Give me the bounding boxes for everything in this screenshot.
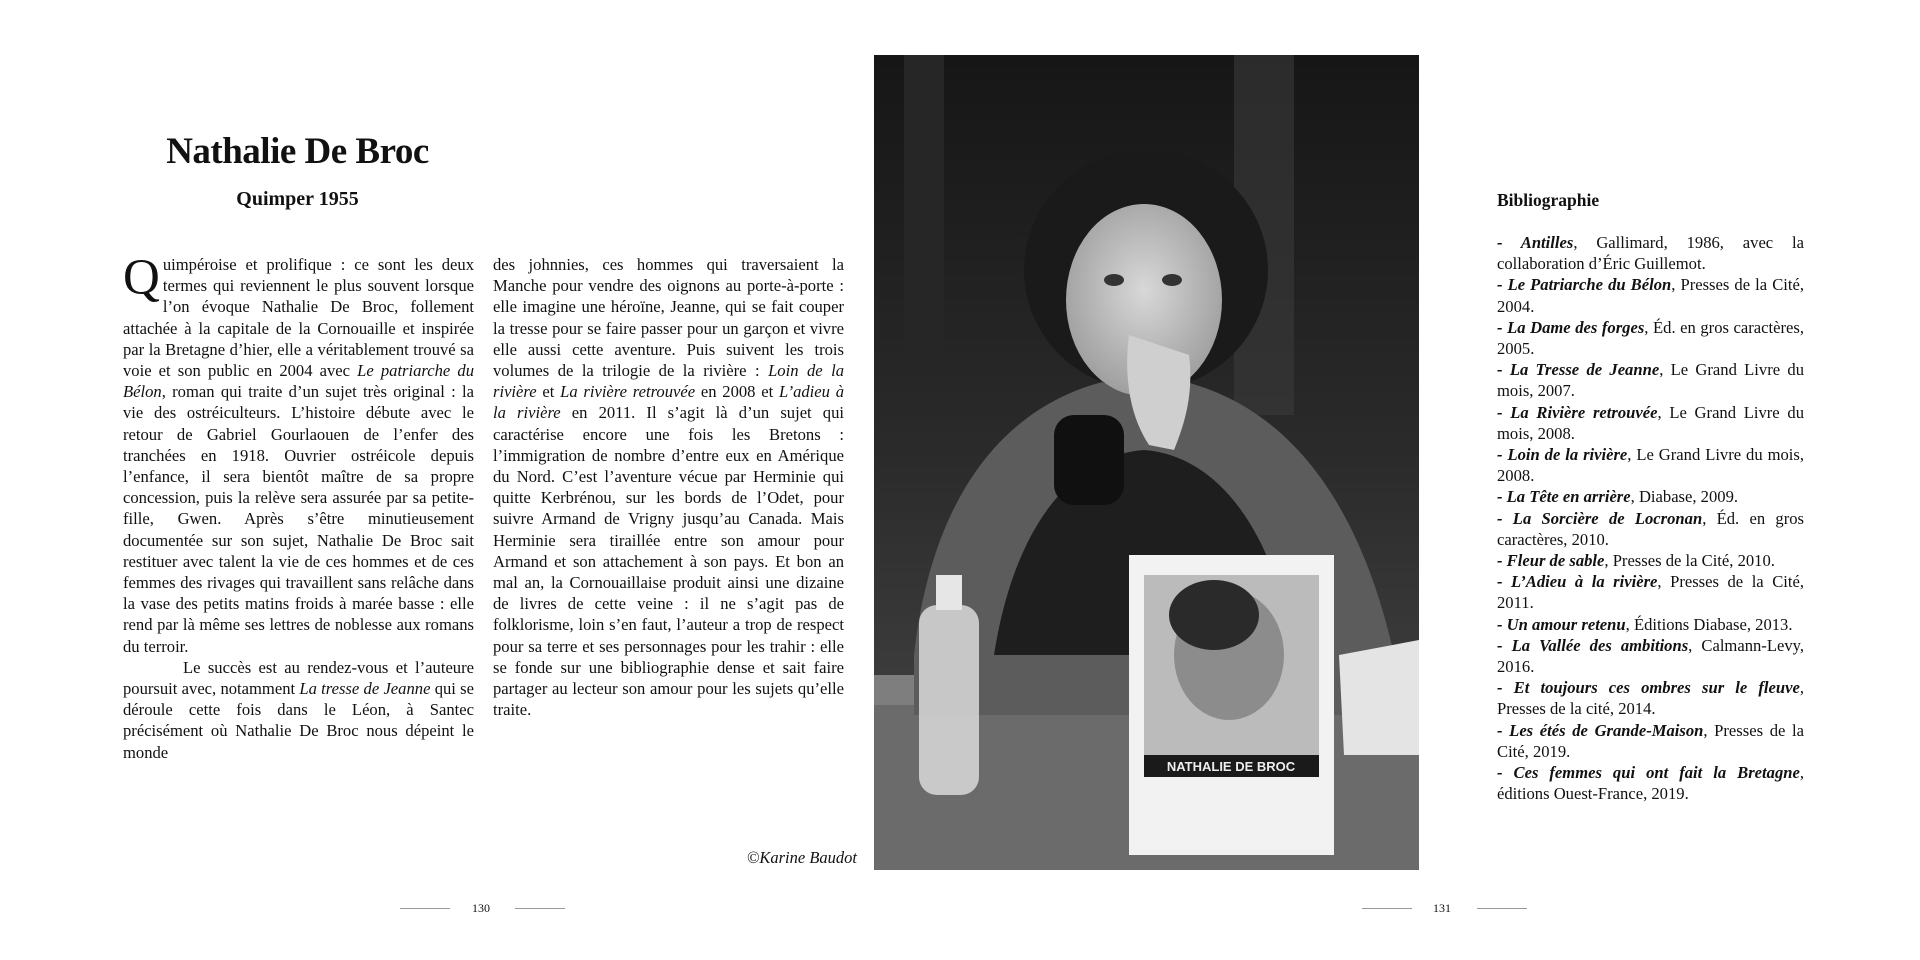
bibliography-entry bbox=[1497, 402, 1804, 444]
author-name-title: Nathalie De Broc bbox=[166, 131, 429, 172]
page-number-left: 130 bbox=[472, 901, 490, 915]
bibliography-heading: Bibliographie bbox=[1497, 190, 1600, 210]
book-title: - Et toujours ces ombres sur le fleuve bbox=[1497, 678, 1800, 698]
article-paragraph bbox=[123, 250, 474, 657]
article-paragraph: Le succès est au rendez-vous et l’auteure poursuit avec, notamment La tresse de Jeanne qui se déroule cette fois dans le Léon, à Santec précisément où Nathalie De Broc nous dépeint le monde bbox=[123, 657, 474, 762]
book-details: , Le Grand Livre du mois, 2008. bbox=[1497, 402, 1804, 443]
book-details: , Calmann-Levy, 2016. bbox=[1497, 635, 1804, 677]
bibliography-entry bbox=[1497, 359, 1804, 401]
footer-rule bbox=[515, 908, 565, 909]
book-title: - Fleur de sable bbox=[1497, 551, 1605, 571]
bibliography-entry bbox=[1497, 677, 1804, 719]
book-title: - Loin de la rivière bbox=[1497, 445, 1628, 465]
book-title: - La Tresse de Jeanne bbox=[1497, 360, 1660, 380]
bibliography-entry bbox=[1497, 550, 1804, 571]
book-title: - Antilles bbox=[1497, 233, 1574, 252]
footer-rule bbox=[1477, 908, 1527, 909]
page-number-right: 131 bbox=[1433, 901, 1451, 915]
bibliography-entry bbox=[1497, 444, 1804, 486]
book-title: - L’Adieu à la rivière bbox=[1497, 572, 1658, 592]
bibliography-entry bbox=[1497, 274, 1804, 316]
bibliography-entry bbox=[1497, 317, 1804, 359]
drop-cap: Q bbox=[123, 250, 160, 306]
book-details: , Éditions Diabase, 2013. bbox=[1625, 614, 1793, 634]
paragraph-text: uimpéroise et prolifique : ce sont les deux termes qui reviennent le plus souvent lorsque l’on évoque Nathalie De Broc, follement attachée à la capitale de la Cornouaille et inspirée par la Bretagne d’hier, elle a véritablement trouvé sa voie et son public en 2004 avec Le patriarche du Bélon, roman qui traite d’un sujet très original : la vie des ostréiculteurs. L’histoire débute avec le retour de Gabriel Gourlaouen de l’enfer des tranchées en 1918. Ouvrier ostréicole depuis l’enfance, il sera bientôt maître de sa propre concession, puis la relève sera assurée par sa petite-fille, Gwen. Après s’être minutieusement documentée sur son sujet, Nathalie De Broc sait restituer avec talent la vie de ces hommes et de ces femmes des rivages qui travaillent sans relâche dans la vase des petits matins froids à marée basse : elle rend par là même ses lettres de noblesse aux romans du terroir. bbox=[123, 255, 474, 656]
placard-name-label: NATHALIE DE BROC bbox=[1166, 759, 1296, 774]
book-title: - La Vallée des ambitions bbox=[1497, 635, 1689, 655]
article-column-1 bbox=[123, 250, 474, 763]
book-title: - La Dame des forges bbox=[1497, 317, 1645, 337]
book-details: , Gallimard, 1986, avec la collaboration d’Éric Guillemot. bbox=[1497, 233, 1804, 274]
book-title: - Les étés de Grande-Maison bbox=[1497, 720, 1704, 740]
book-details: , Presses de la Cité, 2011. bbox=[1497, 572, 1805, 613]
bibliography-entry bbox=[1497, 614, 1804, 635]
book-details: , Le Grand Livre du mois, 2007. bbox=[1497, 360, 1804, 401]
book-title: - La Tête en arrière bbox=[1497, 487, 1631, 507]
book-title: - Le Patriarche du Bélon bbox=[1497, 275, 1672, 295]
article-column-2 bbox=[493, 254, 844, 720]
author-origin-subtitle: Quimper 1955 bbox=[236, 188, 359, 210]
portrait-illustration bbox=[874, 55, 1419, 870]
article-paragraph: des johnnies, ces hommes qui traversaient la Manche pour vendre des oignons au porte-à-porte : elle imagine une héroïne, Jeanne, qui se fait couper la tresse pour se faire passer pour un garçon et vivre elle aussi cette aventure. Puis suivent les trois volumes de la trilogie de la rivière : Loin de la rivière et La rivière retrouvée en 2008 et L’adieu à la rivière en 2011. Il s’agit là d’un sujet qui caractérise encore une fois les Bretons : l’immigration de nombre d’entre eux en Amérique du Nord. C’est l’aventure vécue par Herminie qui quitte Kerbrénou, sur les bords de l’Odet, pour suivre Armand de Vrigny jusqu’au Canada. Mais Herminie sera tiraillée entre son amour pour Armand et son attachement à son pays. Et bon an mal an, la Cornouaillaise produit ainsi une dizaine de livres de cette veine : il ne s’agit pas de folklorisme, loin s’en faut, l’auteur a trop de respect pour sa terre et ses personnages pour les trahir : elle se fonde sur une bibliographie dense et sait faire partager au lecteur son amour pour les sujets qu’elle traite. bbox=[493, 255, 845, 720]
bibliography-entry bbox=[1497, 571, 1804, 613]
bibliography-entry bbox=[1497, 508, 1804, 550]
bibliography-entry bbox=[1497, 720, 1804, 762]
footer-rule bbox=[400, 908, 450, 909]
bibliography-entry bbox=[1497, 635, 1804, 677]
book-title: - La Sorcière de Locronan bbox=[1497, 508, 1703, 528]
book-details: , Presses de la Cité, 2019. bbox=[1497, 720, 1804, 761]
bibliography-entry bbox=[1497, 232, 1804, 274]
book-details: , Diabase, 2009. bbox=[1630, 487, 1739, 507]
book-details: , Le Grand Livre du mois, 2008. bbox=[1497, 445, 1804, 486]
book-details: , Presses de la cité, 2014. bbox=[1497, 678, 1804, 719]
book-details: , Presses de la Cité, 2004. bbox=[1497, 275, 1804, 316]
author-portrait-photo bbox=[874, 55, 1419, 870]
bibliography-entry bbox=[1497, 486, 1804, 507]
book-title: - Un amour retenu bbox=[1497, 614, 1626, 634]
book-title: - Ces femmes qui ont fait la Bretagne bbox=[1497, 763, 1800, 783]
book-details: , Éd. en gros caractères, 2005. bbox=[1497, 317, 1804, 359]
footer-rule bbox=[1362, 908, 1412, 909]
photo-credit: ©Karine Baudot bbox=[746, 848, 857, 867]
book-details: , Éd. en gros caractères, 2010. bbox=[1497, 508, 1804, 549]
book-title: - La Rivière retrouvée bbox=[1497, 402, 1658, 422]
bibliography-entry bbox=[1497, 762, 1804, 804]
book-details: , éditions Ouest-France, 2019. bbox=[1497, 763, 1804, 804]
bibliography-list bbox=[1497, 232, 1804, 804]
book-details: , Presses de la Cité, 2010. bbox=[1604, 551, 1775, 571]
